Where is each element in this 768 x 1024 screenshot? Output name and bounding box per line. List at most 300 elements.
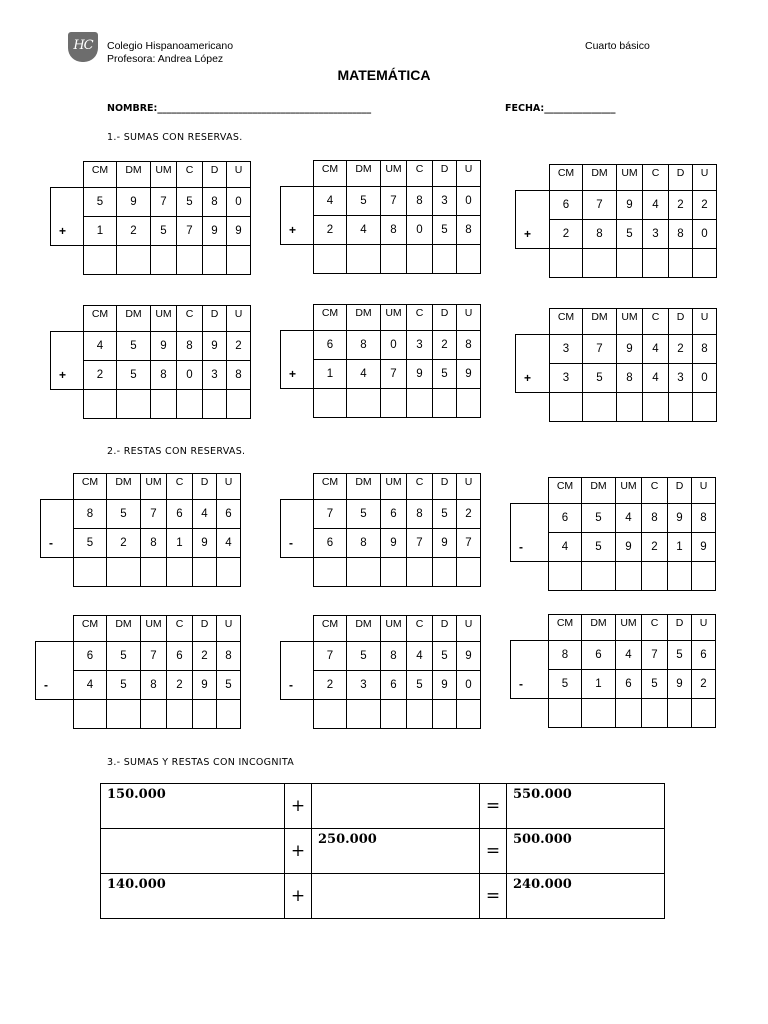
header-row xyxy=(36,616,241,642)
digit-cell: 5 xyxy=(177,188,203,217)
answer-cell[interactable] xyxy=(217,700,241,729)
place-value-header: U xyxy=(692,478,716,504)
answer-cell[interactable] xyxy=(381,558,407,587)
digit-cell: 6 xyxy=(217,500,241,529)
sign-cell xyxy=(511,641,549,670)
section-incognita-title: 3.- SUMAS Y RESTAS CON INCOGNITA xyxy=(107,757,295,768)
answer-cell[interactable] xyxy=(227,246,251,275)
answer-cell[interactable] xyxy=(117,246,151,275)
digit-cell: 2 xyxy=(193,642,217,671)
page-title: MATEMÁTICA xyxy=(337,67,431,83)
answer-cell[interactable] xyxy=(457,700,481,729)
answer-cell[interactable] xyxy=(84,246,117,275)
digit-cell: 5 xyxy=(433,642,457,671)
place-value-header: DM xyxy=(582,478,616,504)
answer-cell[interactable] xyxy=(669,393,693,422)
spacer-cell xyxy=(281,305,314,331)
digit-cell: 8 xyxy=(217,642,241,671)
answer-cell[interactable] xyxy=(407,700,433,729)
digit-cell: 7 xyxy=(314,642,347,671)
place-value-header: C xyxy=(407,474,433,500)
place-value-header: D xyxy=(193,616,217,642)
answer-cell[interactable] xyxy=(668,562,692,591)
place-value-header: UM xyxy=(617,309,643,335)
place-value-header: UM xyxy=(151,306,177,332)
answer-cell[interactable] xyxy=(167,558,193,587)
answer-cell[interactable] xyxy=(177,246,203,275)
operand-row xyxy=(36,671,241,700)
place-value-header: UM xyxy=(617,165,643,191)
place-value-header: DM xyxy=(347,616,381,642)
digit-cell: 4 xyxy=(549,533,582,562)
answer-cell[interactable] xyxy=(642,699,668,728)
spacer-cell xyxy=(51,306,84,332)
digit-cell: 3 xyxy=(407,331,433,360)
spacer-cell xyxy=(281,389,314,418)
digit-cell: 5 xyxy=(347,500,381,529)
digit-cell: 9 xyxy=(203,217,227,246)
digit-cell: 5 xyxy=(433,216,457,245)
digit-cell: 0 xyxy=(227,188,251,217)
answer-cell[interactable] xyxy=(457,389,481,418)
digit-cell: 9 xyxy=(381,529,407,558)
digit-cell: 3 xyxy=(669,364,693,393)
digit-cell: 6 xyxy=(167,642,193,671)
sign-cell xyxy=(36,642,74,671)
header-row xyxy=(51,162,251,188)
operand-b-cell[interactable]: 250.000 xyxy=(312,829,480,874)
subtraction-grid xyxy=(40,473,241,587)
digit-cell: 1 xyxy=(582,670,616,699)
answer-cell[interactable] xyxy=(347,389,381,418)
answer-cell[interactable] xyxy=(141,558,167,587)
digit-cell: 8 xyxy=(617,364,643,393)
answer-cell[interactable] xyxy=(227,390,251,419)
answer-cell[interactable] xyxy=(616,699,642,728)
operand-a-cell[interactable] xyxy=(101,829,285,874)
digit-cell: 7 xyxy=(583,335,617,364)
digit-cell: 0 xyxy=(177,361,203,390)
answer-row xyxy=(36,700,241,729)
answer-cell[interactable] xyxy=(177,390,203,419)
answer-cell[interactable] xyxy=(203,390,227,419)
digit-cell: 5 xyxy=(217,671,241,700)
place-value-header: DM xyxy=(347,474,381,500)
digit-cell: 8 xyxy=(227,361,251,390)
digit-cell: 5 xyxy=(582,533,616,562)
place-value-header: U xyxy=(227,162,251,188)
answer-cell[interactable] xyxy=(582,562,616,591)
digit-cell: 3 xyxy=(550,335,583,364)
digit-cell: 5 xyxy=(84,188,117,217)
answer-row xyxy=(281,389,481,418)
sign-cell xyxy=(511,504,549,533)
subtraction-grid xyxy=(510,614,716,728)
digit-cell: 6 xyxy=(74,642,107,671)
answer-cell[interactable] xyxy=(642,562,668,591)
digit-cell: 4 xyxy=(643,191,669,220)
digit-cell: 2 xyxy=(167,671,193,700)
digit-cell: 6 xyxy=(314,331,347,360)
digit-cell: 7 xyxy=(141,642,167,671)
incognita-row xyxy=(101,829,665,874)
digit-cell: 2 xyxy=(550,220,583,249)
operator-sign: - xyxy=(41,529,74,558)
answer-cell[interactable] xyxy=(457,245,481,274)
place-value-header: UM xyxy=(381,305,407,331)
spacer-cell xyxy=(281,474,314,500)
place-value-header: C xyxy=(643,309,669,335)
digit-cell: 7 xyxy=(457,529,481,558)
place-value-header: D xyxy=(433,474,457,500)
place-value-header: DM xyxy=(107,616,141,642)
place-value-header: D xyxy=(203,162,227,188)
result-cell[interactable]: 240.000 xyxy=(507,874,665,919)
answer-cell[interactable] xyxy=(314,245,347,274)
place-value-header: UM xyxy=(141,474,167,500)
school-logo: HC xyxy=(68,32,98,62)
digit-cell: 4 xyxy=(347,216,381,245)
header-row xyxy=(41,474,241,500)
answer-cell[interactable] xyxy=(433,389,457,418)
answer-cell[interactable] xyxy=(314,558,347,587)
digit-cell: 5 xyxy=(668,641,692,670)
place-value-header: C xyxy=(177,306,203,332)
digit-cell: 9 xyxy=(668,670,692,699)
digit-cell: 1 xyxy=(314,360,347,389)
spacer-cell xyxy=(516,165,550,191)
answer-cell[interactable] xyxy=(583,393,617,422)
spacer-cell xyxy=(36,616,74,642)
operand-row xyxy=(281,642,481,671)
operator-sign: - xyxy=(511,533,549,562)
digit-cell: 9 xyxy=(617,191,643,220)
digit-cell: 1 xyxy=(668,533,692,562)
section-restas-title: 2.- RESTAS CON RESERVAS. xyxy=(107,446,246,457)
answer-cell[interactable] xyxy=(692,562,716,591)
operator-sign: - xyxy=(511,670,549,699)
place-value-header: D xyxy=(433,305,457,331)
answer-cell[interactable] xyxy=(193,558,217,587)
spacer-cell xyxy=(41,558,74,587)
place-value-header: UM xyxy=(616,478,642,504)
digit-cell: 8 xyxy=(141,529,167,558)
place-value-header: C xyxy=(167,474,193,500)
digit-cell: 6 xyxy=(314,529,347,558)
incognita-row xyxy=(101,784,665,829)
answer-cell[interactable] xyxy=(550,249,583,278)
digit-cell: 1 xyxy=(167,529,193,558)
answer-cell[interactable] xyxy=(193,700,217,729)
digit-cell: 2 xyxy=(457,500,481,529)
digit-cell: 3 xyxy=(203,361,227,390)
digit-cell: 8 xyxy=(203,188,227,217)
header-row xyxy=(281,305,481,331)
place-value-header: DM xyxy=(582,615,616,641)
answer-cell[interactable] xyxy=(381,245,407,274)
digit-cell: 8 xyxy=(347,529,381,558)
digit-cell: 6 xyxy=(381,500,407,529)
answer-cell[interactable] xyxy=(693,249,717,278)
sign-cell xyxy=(281,331,314,360)
operand-row xyxy=(281,529,481,558)
spacer-cell xyxy=(281,245,314,274)
digit-cell: 9 xyxy=(203,332,227,361)
digit-cell: 8 xyxy=(692,504,716,533)
answer-cell[interactable] xyxy=(151,246,177,275)
equals-sign: = xyxy=(480,829,507,874)
operand-row xyxy=(51,217,251,246)
operand-row xyxy=(281,360,481,389)
place-value-header: CM xyxy=(314,305,347,331)
answer-row xyxy=(41,558,241,587)
place-value-header: U xyxy=(227,306,251,332)
header-row xyxy=(511,615,716,641)
addition-grid xyxy=(50,161,251,275)
addition-grid xyxy=(280,160,481,274)
place-value-header: CM xyxy=(314,474,347,500)
answer-cell[interactable] xyxy=(347,245,381,274)
result-cell[interactable]: 550.000 xyxy=(507,784,665,829)
digit-cell: 3 xyxy=(347,671,381,700)
answer-cell[interactable] xyxy=(668,699,692,728)
operand-b-cell[interactable] xyxy=(312,784,480,829)
digit-cell: 1 xyxy=(84,217,117,246)
operand-row xyxy=(516,191,717,220)
answer-cell[interactable] xyxy=(616,562,642,591)
place-value-header: CM xyxy=(84,162,117,188)
answer-cell[interactable] xyxy=(549,562,582,591)
operand-row xyxy=(516,364,717,393)
answer-cell[interactable] xyxy=(167,700,193,729)
digit-cell: 7 xyxy=(381,187,407,216)
answer-cell[interactable] xyxy=(643,393,669,422)
place-value-header: C xyxy=(643,165,669,191)
digit-cell: 7 xyxy=(583,191,617,220)
digit-cell: 9 xyxy=(668,504,692,533)
digit-cell: 0 xyxy=(381,331,407,360)
digit-cell: 5 xyxy=(347,642,381,671)
answer-cell[interactable] xyxy=(617,249,643,278)
answer-cell[interactable] xyxy=(314,389,347,418)
answer-cell[interactable] xyxy=(433,558,457,587)
place-value-header: UM xyxy=(141,616,167,642)
answer-cell[interactable] xyxy=(151,390,177,419)
plus-sign: + xyxy=(285,874,312,919)
operand-row xyxy=(516,220,717,249)
answer-cell[interactable] xyxy=(107,558,141,587)
addition-grid xyxy=(50,305,251,419)
spacer-cell xyxy=(51,162,84,188)
digit-cell: 8 xyxy=(347,331,381,360)
place-value-header: CM xyxy=(74,474,107,500)
place-value-header: D xyxy=(193,474,217,500)
place-value-header: CM xyxy=(550,165,583,191)
section-sumas-title: 1.- SUMAS CON RESERVAS. xyxy=(107,132,243,143)
answer-cell[interactable] xyxy=(407,558,433,587)
operand-row xyxy=(51,188,251,217)
operator-sign: - xyxy=(281,671,314,700)
answer-cell[interactable] xyxy=(217,558,241,587)
spacer-cell xyxy=(281,558,314,587)
header-row xyxy=(51,306,251,332)
incognita-row xyxy=(101,874,665,919)
answer-cell[interactable] xyxy=(582,699,616,728)
answer-cell[interactable] xyxy=(107,700,141,729)
operand-row xyxy=(41,529,241,558)
fecha-field[interactable]: FECHA:_______________ xyxy=(505,103,616,114)
answer-cell[interactable] xyxy=(117,390,151,419)
place-value-header: U xyxy=(217,616,241,642)
digit-cell: 5 xyxy=(582,504,616,533)
digit-cell: 2 xyxy=(642,533,668,562)
operator-sign: + xyxy=(51,217,84,246)
place-value-header: CM xyxy=(74,616,107,642)
place-value-header: UM xyxy=(381,616,407,642)
digit-cell: 9 xyxy=(117,188,151,217)
digit-cell: 5 xyxy=(117,332,151,361)
answer-row xyxy=(516,393,717,422)
digit-cell: 7 xyxy=(314,500,347,529)
answer-cell[interactable] xyxy=(141,700,167,729)
answer-cell[interactable] xyxy=(617,393,643,422)
place-value-header: U xyxy=(457,161,481,187)
sign-cell xyxy=(51,332,84,361)
place-value-header: D xyxy=(668,478,692,504)
operand-a-cell[interactable]: 150.000 xyxy=(101,784,285,829)
place-value-header: D xyxy=(669,165,693,191)
place-value-header: C xyxy=(407,161,433,187)
place-value-header: UM xyxy=(381,474,407,500)
operator-sign: + xyxy=(516,364,550,393)
place-value-header: UM xyxy=(616,615,642,641)
answer-cell[interactable] xyxy=(550,393,583,422)
nombre-field[interactable]: NOMBRE:_____________________________________________ xyxy=(107,103,372,114)
digit-cell: 4 xyxy=(74,671,107,700)
place-value-header: C xyxy=(407,305,433,331)
operand-row xyxy=(281,331,481,360)
spacer-cell xyxy=(51,390,84,419)
answer-cell[interactable] xyxy=(433,700,457,729)
answer-cell[interactable] xyxy=(74,700,107,729)
digit-cell: 9 xyxy=(616,533,642,562)
digit-cell: 4 xyxy=(314,187,347,216)
spacer-cell xyxy=(51,246,84,275)
answer-cell[interactable] xyxy=(549,699,582,728)
digit-cell: 2 xyxy=(117,217,151,246)
digit-cell: 3 xyxy=(550,364,583,393)
place-value-header: UM xyxy=(151,162,177,188)
place-value-header: C xyxy=(642,478,668,504)
answer-cell[interactable] xyxy=(381,389,407,418)
answer-cell[interactable] xyxy=(347,700,381,729)
answer-row xyxy=(51,390,251,419)
answer-row xyxy=(281,245,481,274)
digit-cell: 9 xyxy=(433,671,457,700)
digit-cell: 5 xyxy=(347,187,381,216)
digit-cell: 9 xyxy=(692,533,716,562)
digit-cell: 8 xyxy=(669,220,693,249)
subtraction-grid xyxy=(280,615,481,729)
place-value-header: C xyxy=(642,615,668,641)
answer-cell[interactable] xyxy=(692,699,716,728)
operand-row xyxy=(51,361,251,390)
answer-cell[interactable] xyxy=(203,246,227,275)
digit-cell: 9 xyxy=(617,335,643,364)
digit-cell: 3 xyxy=(433,187,457,216)
place-value-header: UM xyxy=(381,161,407,187)
digit-cell: 5 xyxy=(433,360,457,389)
digit-cell: 8 xyxy=(642,504,668,533)
place-value-header: CM xyxy=(549,478,582,504)
answer-cell[interactable] xyxy=(693,393,717,422)
place-value-header: DM xyxy=(347,161,381,187)
digit-cell: 7 xyxy=(177,217,203,246)
digit-cell: 8 xyxy=(151,361,177,390)
result-cell[interactable]: 500.000 xyxy=(507,829,665,874)
spacer-cell xyxy=(36,700,74,729)
spacer-cell xyxy=(511,615,549,641)
header-row xyxy=(281,474,481,500)
answer-row xyxy=(281,700,481,729)
digit-cell: 6 xyxy=(692,641,716,670)
answer-cell[interactable] xyxy=(583,249,617,278)
header-row xyxy=(516,165,717,191)
place-value-header: DM xyxy=(347,305,381,331)
place-value-header: U xyxy=(217,474,241,500)
addition-grid xyxy=(515,164,717,278)
answer-cell[interactable] xyxy=(381,700,407,729)
header-row xyxy=(281,616,481,642)
operand-a-cell[interactable]: 140.000 xyxy=(101,874,285,919)
answer-cell[interactable] xyxy=(457,558,481,587)
digit-cell: 8 xyxy=(407,500,433,529)
operand-row xyxy=(281,216,481,245)
answer-cell[interactable] xyxy=(74,558,107,587)
grade-label: Cuarto básico xyxy=(585,40,650,52)
digit-cell: 2 xyxy=(693,191,717,220)
digit-cell: 2 xyxy=(84,361,117,390)
sign-cell xyxy=(281,187,314,216)
digit-cell: 6 xyxy=(549,504,582,533)
answer-cell[interactable] xyxy=(84,390,117,419)
place-value-header: U xyxy=(693,165,717,191)
digit-cell: 6 xyxy=(616,670,642,699)
sign-cell xyxy=(516,191,550,220)
teacher-name: Profesora: Andrea López xyxy=(107,53,224,65)
answer-row xyxy=(511,699,716,728)
digit-cell: 2 xyxy=(227,332,251,361)
answer-cell[interactable] xyxy=(347,558,381,587)
digit-cell: 5 xyxy=(107,642,141,671)
answer-cell[interactable] xyxy=(669,249,693,278)
answer-row xyxy=(516,249,717,278)
answer-cell[interactable] xyxy=(407,245,433,274)
answer-cell[interactable] xyxy=(407,389,433,418)
answer-cell[interactable] xyxy=(314,700,347,729)
digit-cell: 4 xyxy=(407,642,433,671)
digit-cell: 6 xyxy=(582,641,616,670)
answer-cell[interactable] xyxy=(433,245,457,274)
digit-cell: 5 xyxy=(407,671,433,700)
digit-cell: 2 xyxy=(107,529,141,558)
place-value-header: DM xyxy=(583,165,617,191)
answer-cell[interactable] xyxy=(643,249,669,278)
place-value-header: U xyxy=(692,615,716,641)
digit-cell: 9 xyxy=(457,642,481,671)
place-value-header: U xyxy=(693,309,717,335)
operand-b-cell[interactable] xyxy=(312,874,480,919)
